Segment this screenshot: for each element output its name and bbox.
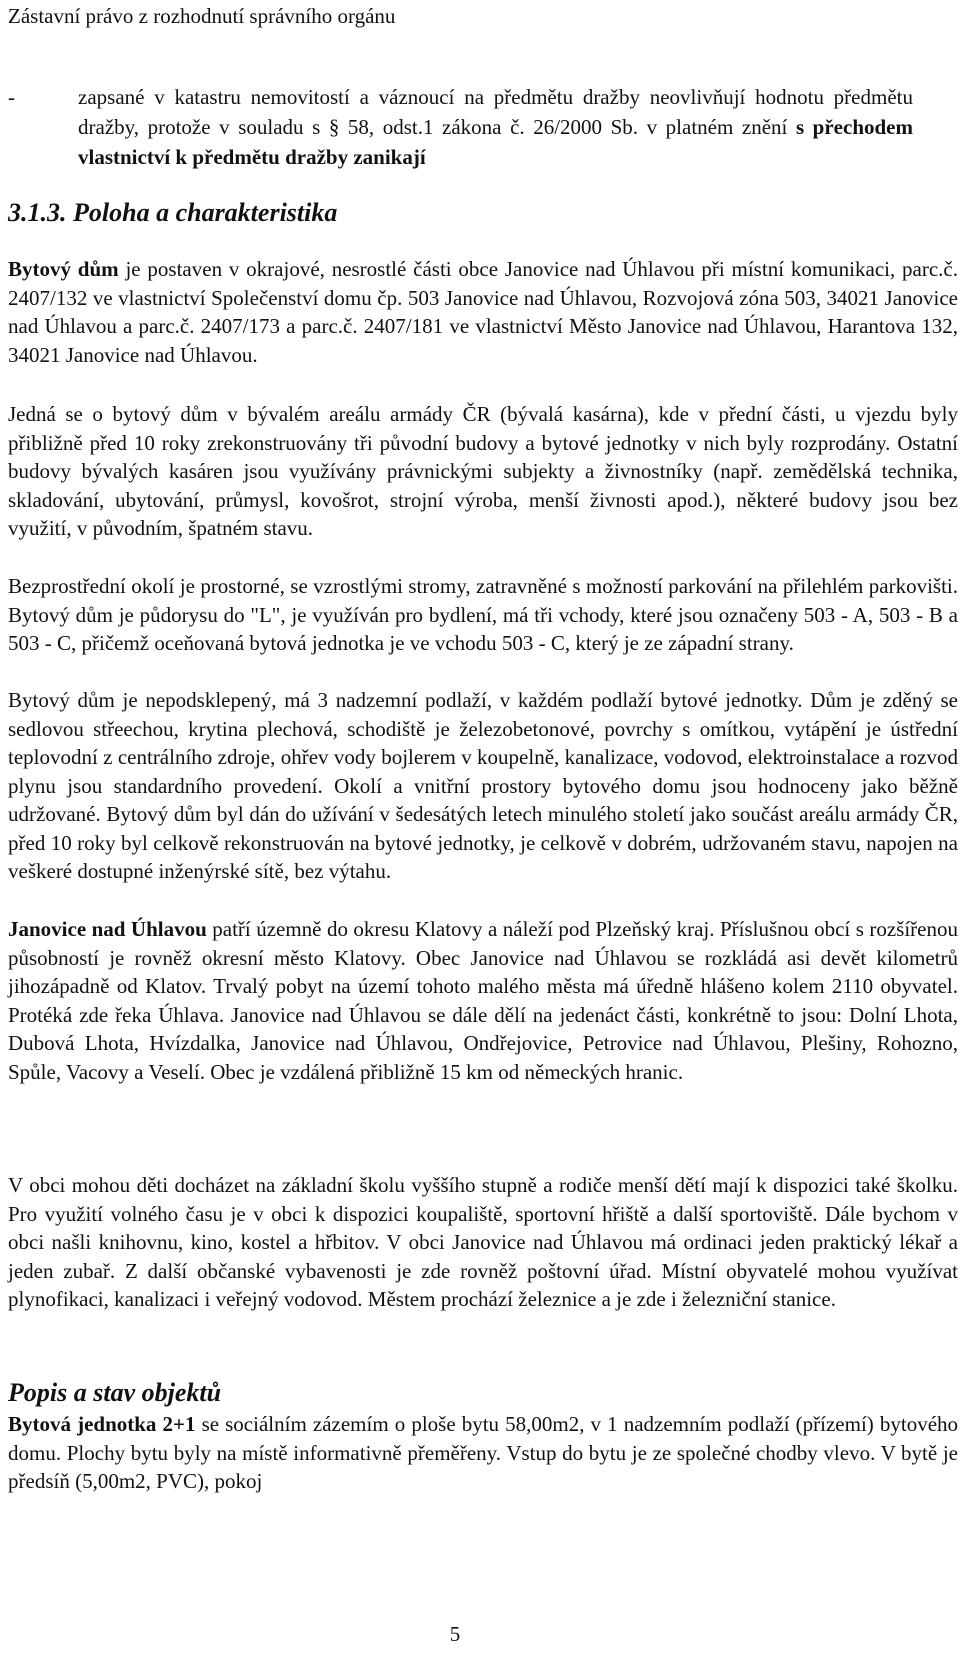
- paragraph-janovice: [8, 915, 958, 1086]
- paragraph-okoli: Bezprostřední okolí je prostorné, se vzrostlými stromy, zatravněné s možností parkování na přilehlém parkovišti. Bytový dům je půdorysu do "L", je využíván pro bydlení, má tři vchody, které jsou označeny 503 - A, 503 - B a 503 - C, přičemž oceňovaná bytová jednotka je ve vchodu 503 - C, který je ze západní strany.: [8, 574, 958, 655]
- paragraph-text: se sociálním zázemím o ploše bytu 58,00m2, v 1 nadzemním podlaží (přízemí) bytového domu. Plochy bytu byly na místě informativně přeměřeny. Vstup do bytu je ze společné chodby vlevo. V bytě je předsíň (5,00m2, PVC), pokoj: [8, 1412, 959, 1493]
- paragraph-text: patří územně do okresu Klatovy a náleží pod Plzeňský kraj. Příslušnou obcí s rozšířenou působností je rovněž okresní město Klatovy. Obec Janovice nad Úhlavou se rozkládá asi devět kilometrů jihozápadně od Klatov. Trvalý pobyt na území tohoto malého města má úředně hlášeno kolem 2110 obyvatel. Protéká zde řeka Úhlava. Janovice nad Úhlavou se dále dělí na jedenáct části, konkrétně to jsou: Dolní Lhota, Dubová Lhota, Hvízdalka, Janovice nad Úhlavou, Ondřejovice, Petrovice nad Úhlavou, Plešiny, Rohozno, Spůle, Vacovy a Veselí. Obec je vzdálená přibližně 15 km od německých hranic.: [8, 917, 958, 1084]
- bullet-dash: -: [8, 85, 15, 109]
- bullet-paragraph: [78, 82, 913, 172]
- paragraph-bytovy-dum: [8, 255, 958, 369]
- section-heading-poloha: 3.1.3. Poloha a charakteristika: [8, 198, 338, 227]
- section-heading-popis: Popis a stav objektů: [8, 1378, 222, 1407]
- paragraph-lead-bold: Janovice nad Úhlavou: [8, 917, 207, 941]
- paragraph-konstrukce: Bytový dům je nepodsklepený, má 3 nadzemní podlaží, v každém podlaží bytové jednotky. Dům je zděný se sedlovou střeechou, krytina plechová, schodiště je železobetonové, povrchy s omítkou, vytápění je ústřední teplovodní z centrálního zdroje, ohřev vody bojlerem v koupelně, kanalizace, vodovod, elektroinstalace a rozvod plynu jsou standardního provedení. Okolí a vnitřní prostory bytového domu jsou hodnoceny jako běžně udržované. Bytový dům byl dán do užívání v šedesátých letech minulého století jako součást areálu armády ČR, před 10 roky byl celkově rekonstruován na bytové jednotky, je celkově v dobrém, udržovaném stavu, napojen na veškeré dostupné inženýrské sítě, bez výtahu.: [8, 688, 958, 883]
- paragraph-bytova-jednotka: [8, 1410, 958, 1496]
- paragraph-lead-bold: Bytová jednotka 2+1: [8, 1412, 196, 1436]
- page-header: Zástavní právo z rozhodnutí správního orgánu: [8, 4, 396, 28]
- paragraph-areal: Jedná se o bytový dům v bývalém areálu armády ČR (bývalá kasárna), kde v přední části, u vjezdu byly přibližně před 10 roky zrekonstruovány tři původní budovy a bytové jednotky v nich byly rozprodány. Ostatní budovy bývalých kasáren jsou využívány právnickými subjekty a živnostníky (např. zemědělská technika, skladování, ubytování, průmysl, kovošrot, strojní výroba, menší živnosti apod.), některé budovy jsou bez využití, v původním, špatném stavu.: [8, 402, 958, 540]
- paragraph-text: je postaven v okrajové, nesrostlé části obce Janovice nad Úhlavou při místní komunikaci, parc.č. 2407/132 ve vlastnictví Společenství domu čp. 503 Janovice nad Úhlavou, Rozvojová zóna 503, 34021 Janovice nad Úhlavou a parc.č. 2407/173 a parc.č. 2407/181 ve vlastnictví Město Janovice nad Úhlavou, Harantova 132, 34021 Janovice nad Úhlavou.: [8, 257, 958, 367]
- paragraph-lead-bold: Bytový dům: [8, 257, 119, 281]
- bullet-text: zapsané v katastru nemovitostí a váznoucí na předmětu dražby neovlivňují hodnotu předmětu dražby, protože v souladu s § 58, odst.1 zákona č. 26/2000 Sb. v platném znění: [78, 85, 913, 139]
- page-number: 5: [449, 1622, 461, 1646]
- bullet-bold-text: s přechodem vlastnictví k předmětu dražby zanikají: [78, 115, 913, 169]
- paragraph-obcanska-vybavenost: V obci mohou děti docházet na základní školu vyššího stupně a rodiče menší dětí mají k dispozici také školku. Pro využití volného času je v obci k dispozici koupaliště, sportovní hřiště a další sportoviště. Dále bychom v obci našli knihovnu, kino, kostel a hřbitov. V obci Janovice nad Úhlavou má ordinaci jeden praktický lékař a jeden zubař. Z další občanské vybavenosti je zde rovněž poštovní úřad. Místní obyvatelé mohou využívat plynofikaci, kanalizaci i veřejný vodovod. Městem prochází železnice a je zde i železniční stanice.: [8, 1173, 958, 1311]
